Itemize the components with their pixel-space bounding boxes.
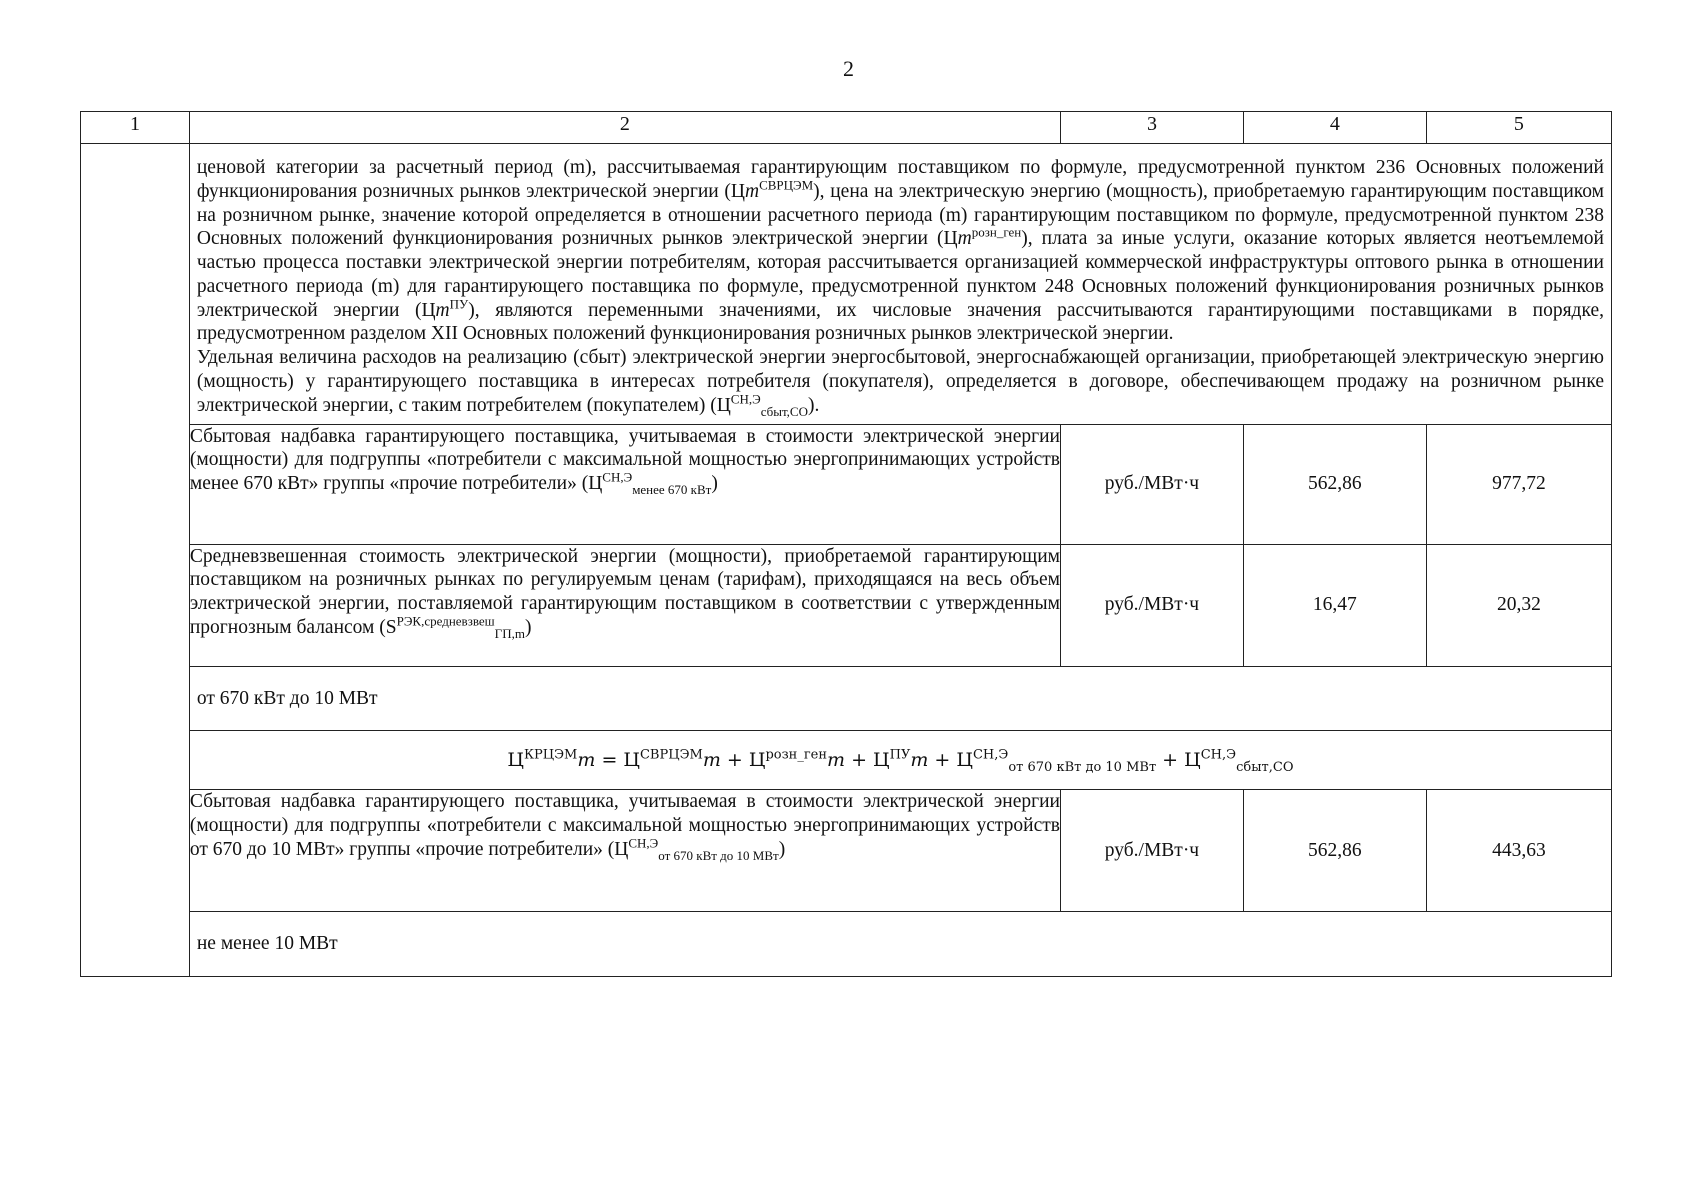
row-1-value-col5: 977,72 — [1426, 424, 1611, 544]
row-2-unit: руб./МВт·ч — [1060, 544, 1243, 666]
row-1-value-col4: 562,86 — [1243, 424, 1426, 544]
header-row — [81, 112, 1612, 144]
page-number: 2 — [843, 56, 854, 81]
data-row-3 — [81, 790, 1612, 912]
tariff-table — [80, 111, 1612, 977]
col-header-2: 2 — [189, 112, 1060, 144]
data-row-1 — [81, 424, 1612, 544]
row-2-description: Средневзвешенная стоимость электрической энергии (мощности), приобретаемой гарантирующим поставщиком на розничных рынках по регулируемым ценам (тарифам), приходящаяся на весь объем электрической энергии, поставляемой гарантирующим поставщиком в соответствии с утвержденным прогнозным балансом $(S^{РЭК,средневзвеш}_{ГП,m})$ — [189, 544, 1060, 666]
row-1-description: Сбытовая надбавка гарантирующего поставщика, учитываемая в стоимости электрической энергии (мощности) для подгруппы «потребители с максимальной мощностью энергопринимающих устройств менее 670 кВт» группы «прочие потребители» $(Ц^{СН,Э}_{менее 670 кВт})$ — [189, 424, 1060, 544]
col-header-4: 4 — [1243, 112, 1426, 144]
row-3-description: Сбытовая надбавка гарантирующего поставщика, учитываемая в стоимости электрической энергии (мощности) для подгруппы «потребители с максимальной мощностью энергопринимающих устройств от 670 до 10 МВт» группы «прочие потребители» $(Ц^{СН,Э}_{от 670 кВт до 10 МВт})$ — [189, 790, 1060, 912]
not-less-label-row — [81, 912, 1612, 977]
row-3-value-col5: 443,63 — [1426, 790, 1611, 912]
row-1-unit: руб./МВт·ч — [1060, 424, 1243, 544]
blank-number-column — [81, 144, 190, 977]
col-header-3: 3 — [1060, 112, 1243, 144]
range-label-not-less-10: не менее 10 МВт — [189, 912, 1611, 977]
col-header-1: 1 — [81, 112, 190, 144]
intro-row — [81, 144, 1612, 425]
range-label-670-10: от 670 кВт до 10 МВт — [189, 666, 1611, 731]
formula: $Ц^{КРЦЭМ}m = Ц^{СВРЦЭМ}m + Ц^{розн\_ген}m + Ц^{ПУ}m + Ц^{СН,Э}_{от 670 кВт до 10 МВт} + Ц^{СН,Э}_{сбыт,СО}$ — [189, 731, 1611, 790]
row-3-unit: руб./МВт·ч — [1060, 790, 1243, 912]
row-3-value-col4: 562,86 — [1243, 790, 1426, 912]
col-header-5: 5 — [1426, 112, 1611, 144]
data-row-2 — [81, 544, 1612, 666]
range-label-row — [81, 666, 1612, 731]
intro-cell — [189, 144, 1611, 425]
intro-paragraph-2: Удельная величина расходов на реализацию (сбыт) электрической энергии энергосбытовой, энергоснабжающей организации, приобретающей электрическую энергию (мощность) у гарантирующего поставщика в интересах потребителя (покупателя), определяется в договоре, обеспечивающем продажу на розничном рынке электрической энергии, с таким потребителем (покупателем) $(Ц^{СН,Э}_{сбыт,СО})$. — [196, 347, 1604, 419]
row-2-value-col5: 20,32 — [1426, 544, 1611, 666]
intro-text — [190, 144, 1611, 424]
intro-paragraph-1: ценовой категории за расчетный период (m), рассчитываемая гарантирующим поставщиком по формуле, предусмотренной пунктом 236 Основных положений функционирования розничных рынков электрической энергии $(Цm^{СВРЦЭМ})$, цена на электрическую энергию (мощность), приобретаемую гарантирующим поставщиком на розничном рынке, значение которой определяется в отношении расчетного периода (m) гарантирующим поставщиком по формуле, предусмотренной пунктом 238 Основных положений функционирования розничных рынков электрической энергии $(Цm^{розн\_ген})$, плата за иные услуги, оказание которых является неотъемлемой частью процесса поставки электрической энергии потребителям, которая рассчитывается организацией коммерческой инфраструктуры оптового рынка в отношении расчетного периода (m) для гарантирующего поставщика по формуле, предусмотренной пунктом 248 Основных положений функционирования розничных рынков электрической энергии $(Цm^{ПУ})$, являются переменными значениями, их числовые значения рассчитываются гарантирующими поставщиками в порядке, предусмотренном разделом XII Основных положений функционирования розничных рынков электрической энергии. — [196, 157, 1605, 345]
formula-row — [81, 731, 1612, 790]
row-2-value-col4: 16,47 — [1243, 544, 1426, 666]
